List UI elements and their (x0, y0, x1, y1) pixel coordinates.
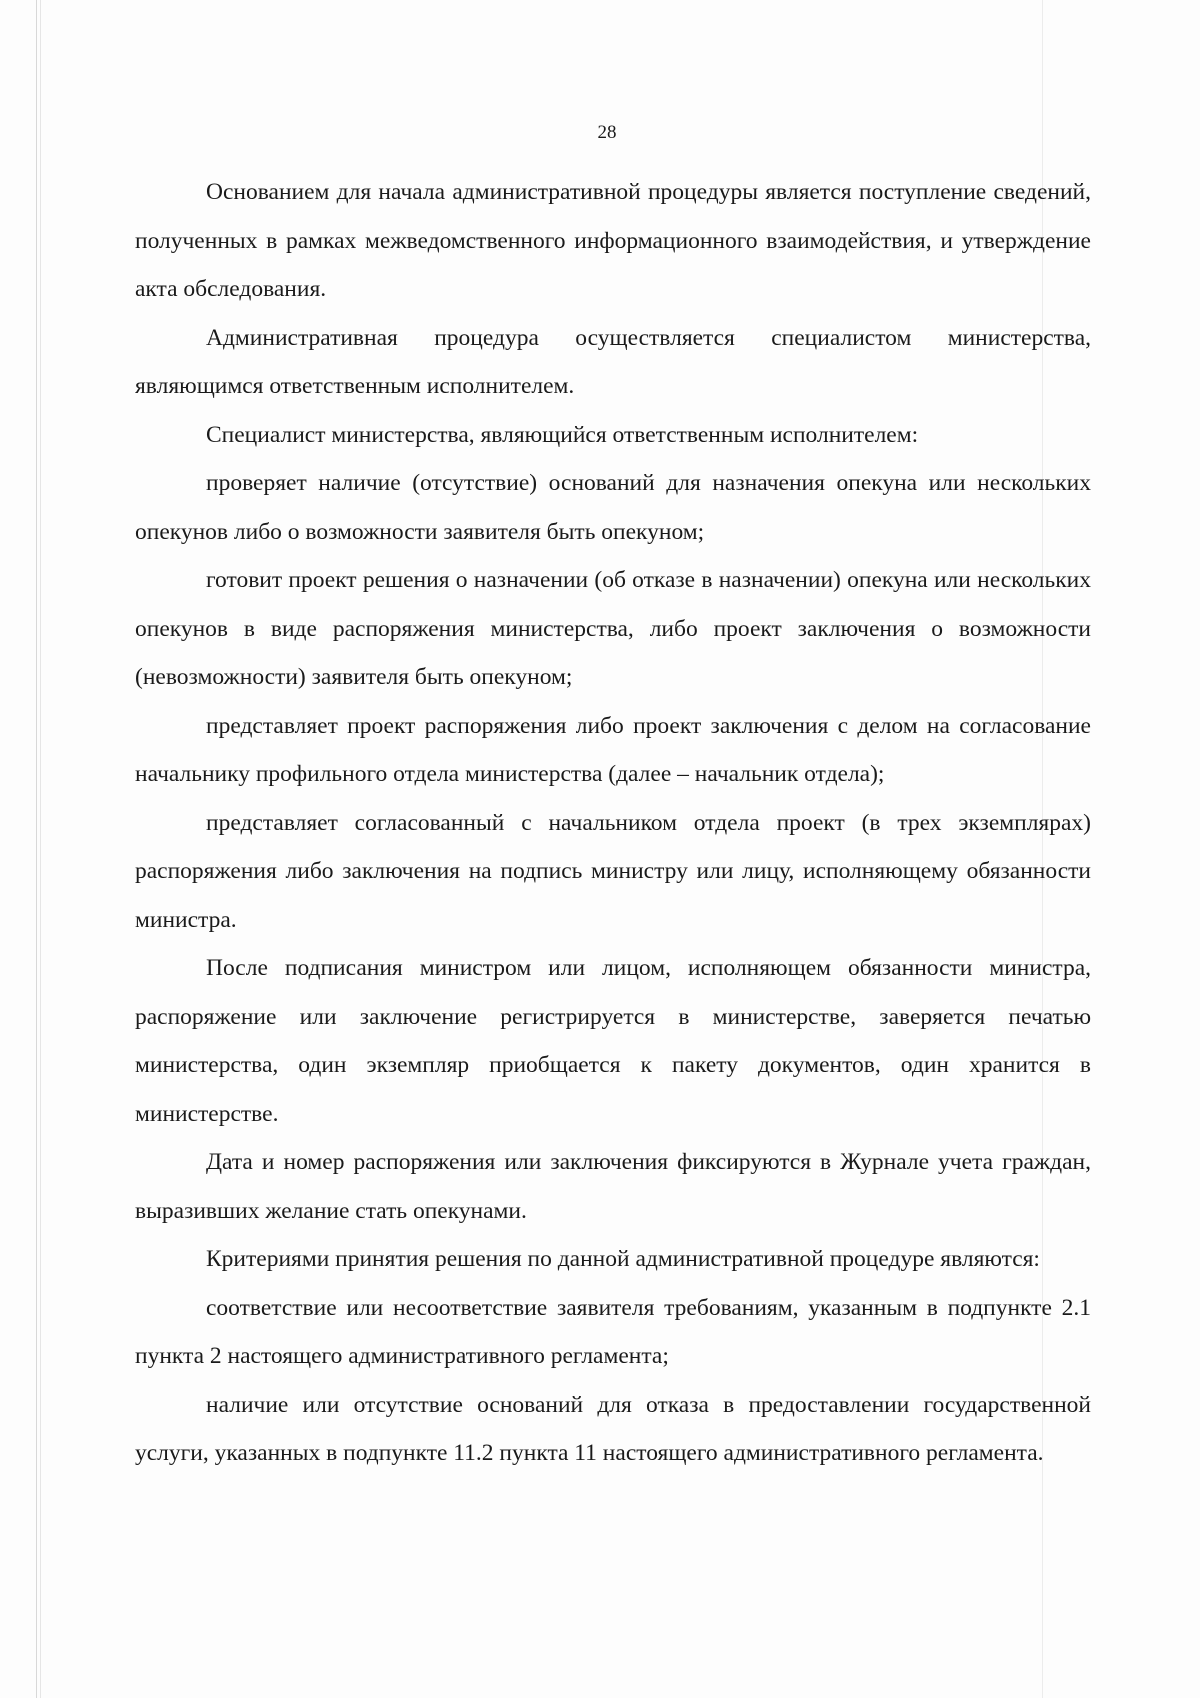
paragraph: После подписания министром или лицом, исполняющем обязанности министра, распоряжение или заключение регистрируется в министерстве, заверяется печатью министерства, один экземпляр приобщается к пакету документов, один хранится в министерстве. (135, 955, 1091, 1127)
scan-edge-line (36, 0, 37, 1698)
paragraph: представляет согласованный с начальником отдела проект (в трех экземплярах) распоряжения либо заключения на подпись министру или лицу, исполняющему обязанности министра. (135, 809, 1091, 933)
paragraph: представляет проект распоряжения либо проект заключения с делом на согласование начальнику профильного отдела министерства (далее – начальник отдела); (135, 712, 1091, 787)
paragraph: Основанием для начала административной процедуры является поступление сведений, полученных в рамках межведомственного информационного взаимодействия, и утверждение акта обследования. (135, 179, 1091, 302)
paragraph: наличие или отсутствие оснований для отказа в предоставлении государственной услуги, указанных в подпункте 11.2 пункта 11 настоящего административного регламента. (135, 1391, 1091, 1466)
paragraph: Специалист министерства, являющийся ответственным исполнителем: (206, 421, 919, 448)
page-number: 28 (597, 122, 617, 143)
document-body (135, 168, 1091, 1478)
scan-edge-line (40, 0, 41, 1698)
paragraph: проверяет наличие (отсутствие) оснований для назначения опекуна или нескольких опекунов либо о возможности заявителя быть опекуном; (135, 470, 1091, 545)
paragraph: соответствие или несоответствие заявителя требованиям, указанным в подпункте 2.1 пункта 2 настоящего административного регламента; (135, 1294, 1091, 1369)
paragraph: Критериями принятия решения по данной административной процедуре являются: (206, 1246, 1040, 1272)
paragraph: Дата и номер распоряжения или заключения фиксируются в Журнале учета граждан, выразивших желание стать опекунами. (135, 1149, 1091, 1224)
paragraph: готовит проект решения о назначении (об отказе в назначении) опекуна или нескольких опекунов в виде распоряжения министерства, либо проект заключения о возможности (невозможности) заявителя быть опекуном; (135, 567, 1091, 690)
paragraph: Административная процедура осуществляется специалистом министерства, являющимся ответственным исполнителем. (135, 324, 1091, 399)
